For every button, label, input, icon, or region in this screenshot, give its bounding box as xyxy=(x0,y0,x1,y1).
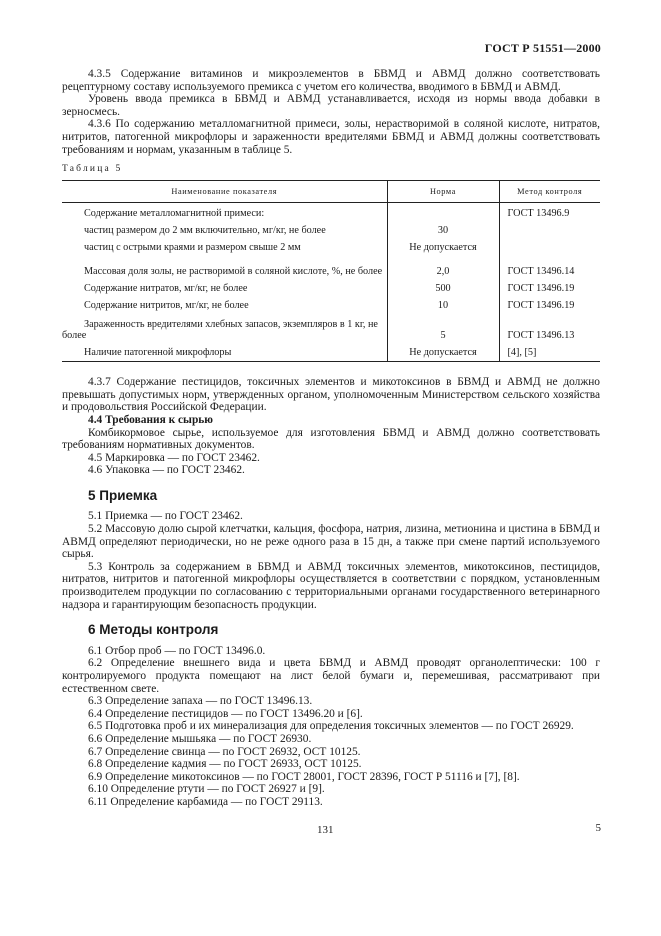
paragraph-4-4: Комбикормовое сырье, используемое для изготовления БВМД и АВМД должно соответствовать требованиям нормативных документов. xyxy=(62,426,600,452)
paragraph-4-3-6: 4.3.6 По содержанию металломагнитной примеси, золы, нерастворимой в соляной кислоте, нитратов, нитритов, патогенной микрофлоры и зараженности вредителями БВМД и АВМД должны соответствовать требованиям и нормам, указанным в таблице 5. xyxy=(62,118,600,156)
cell-indicator: частиц размером до 2 мм включительно, мг/кг, не более xyxy=(62,220,387,237)
paragraph-5-3: 5.3 Контроль за содержанием в БВМД и АВМД токсичных элементов, микотоксинов, пестицидов, нитратов, нитритов и патогенной микрофлоры осуществляется в соответствии с порядком, установленным производителем продукции по согласованию с территориальными органами государственного ветеринарного надзора и гарантирующим безопасность продукции. xyxy=(62,560,600,611)
cell-norm: Не допускается xyxy=(387,342,499,362)
cell-method: ГОСТ 13496.19 xyxy=(507,299,575,311)
cell-indicator: Содержание металломагнитной примеси: xyxy=(62,202,387,220)
cell-method xyxy=(499,237,600,254)
column-header-norm: Норма xyxy=(387,180,499,202)
cell-indicator: Зараженность вредителями хлебных запасов, экземпляров в 1 кг, не более xyxy=(62,312,387,343)
sheet-number: 5 xyxy=(595,822,601,834)
paragraph-6-4: 6.4 Определение пестицидов — по ГОСТ 13496.20 и [6]. xyxy=(88,707,363,720)
paragraph-4-3-7: 4.3.7 Содержание пестицидов, токсичных элементов и микотоксинов в БВМД и АВМД не должно превышать допустимых норм, утвержденных органом, уполномоченным Министерством сельского хозяйства и продовольствия Российской Федерации. xyxy=(62,376,600,414)
table-row xyxy=(62,295,600,312)
cell-method xyxy=(499,220,600,237)
paragraph-4-3-5: 4.3.5 Содержание витаминов и микроэлементов в БВМД и АВМД должно соответствовать рецептурному составу используемого премикса с учетом его количества, вводимого в БВМД и АВМД. xyxy=(62,68,600,93)
page-number: 131 xyxy=(317,824,334,836)
paragraph-5-2: 5.2 Массовую долю сырой клетчатки, кальция, фосфора, натрия, лизина, метионина и цистина в БВМД и АВМД определяют периодически, но не реже одного раза в 15 дн, а также при смене партий используемого сырья. xyxy=(62,523,600,561)
standard-code-header: ГОСТ Р 51551—2000 xyxy=(484,41,601,55)
paragraph-6-11: 6.11 Определение карбамида — по ГОСТ 29113. xyxy=(88,795,323,808)
paragraph-6-9: 6.9 Определение микотоксинов — по ГОСТ 28001, ГОСТ 28396, ГОСТ Р 51116 и [7], [8]. xyxy=(88,770,520,783)
paragraph-6-8: 6.8 Определение кадмия — по ГОСТ 26933, ОСТ 10125. xyxy=(88,758,362,771)
column-header-method: Метод контроля xyxy=(499,180,600,202)
paragraph-6-5: 6.5 Подготовка проб и их минерализация для определения токсичных элементов — по ГОСТ 26929. xyxy=(88,720,574,733)
cell-indicator: Массовая доля золы, не растворимой в соляной кислоте, %, не более xyxy=(62,254,387,278)
paragraph-6-6: 6.6 Определение мышьяка — по ГОСТ 26930. xyxy=(88,732,312,745)
section-6-heading: 6 Методы контроля xyxy=(88,622,219,638)
table-row xyxy=(62,278,600,295)
page-content xyxy=(62,68,600,809)
paragraph-6-2: 6.2 Определение внешнего вида и цвета БВМД и АВМД проводят органолептически: 100 г контролируемого продукта помещают на лист белой бумаги и, перемешивая, рассматривают при естественном свете. xyxy=(62,657,600,695)
cell-indicator: Наличие патогенной микрофлоры xyxy=(62,342,387,362)
table-header-row xyxy=(62,180,600,202)
cell-method: ГОСТ 13496.13 xyxy=(507,330,575,342)
cell-norm: 30 xyxy=(387,220,499,237)
table-caption: Таблица 5 xyxy=(62,164,123,175)
cell-indicator: частиц с острыми краями и размером свыше 2 мм xyxy=(62,237,387,254)
cell-norm: 500 xyxy=(387,278,499,295)
paragraph-6-7: 6.7 Определение свинца — по ГОСТ 26932, ОСТ 10125. xyxy=(88,745,361,758)
paragraph-6-10: 6.10 Определение ртути — по ГОСТ 26927 и [9]. xyxy=(88,783,325,796)
subsection-4-4-title: 4.4 Требования к сырью xyxy=(88,413,214,426)
cell-norm: 5 xyxy=(387,312,499,343)
cell-indicator: Содержание нитратов, мг/кг, не более xyxy=(62,278,387,295)
table-row xyxy=(62,342,600,362)
table-row xyxy=(62,254,600,278)
table-row xyxy=(62,312,600,343)
cell-method: ГОСТ 13496.19 xyxy=(507,282,575,294)
cell-norm: 2,0 xyxy=(387,254,499,278)
cell-norm: Не допускается xyxy=(387,237,499,254)
paragraph-6-3: 6.3 Определение запаха — по ГОСТ 13496.13. xyxy=(88,695,313,708)
cell-indicator: Содержание нитритов, мг/кг, не более xyxy=(62,295,387,312)
cell-method: ГОСТ 13496.9 xyxy=(507,207,570,219)
table-row xyxy=(62,220,600,237)
table-row xyxy=(62,237,600,254)
column-header-indicator: Наименование показателя xyxy=(62,180,387,202)
table-row xyxy=(62,202,600,220)
section-5-heading: 5 Приемка xyxy=(88,487,158,503)
paragraph-premix-level: Уровень ввода премикса в БВМД и АВМД устанавливается, исходя из нормы ввода добавки в зерносмесь. xyxy=(62,93,600,118)
paragraph-6-1: 6.1 Отбор проб — по ГОСТ 13496.0. xyxy=(88,644,266,657)
paragraph-4-5: 4.5 Маркировка — по ГОСТ 23462. xyxy=(88,451,260,464)
paragraph-4-6: 4.6 Упаковка — по ГОСТ 23462. xyxy=(88,464,245,477)
cell-norm: 10 xyxy=(387,295,499,312)
table-5 xyxy=(62,180,600,362)
cell-norm xyxy=(387,202,499,220)
paragraph-5-1: 5.1 Приемка — по ГОСТ 23462. xyxy=(88,510,243,523)
cell-method: ГОСТ 13496.14 xyxy=(507,265,575,277)
cell-method: [4], [5] xyxy=(499,342,600,362)
